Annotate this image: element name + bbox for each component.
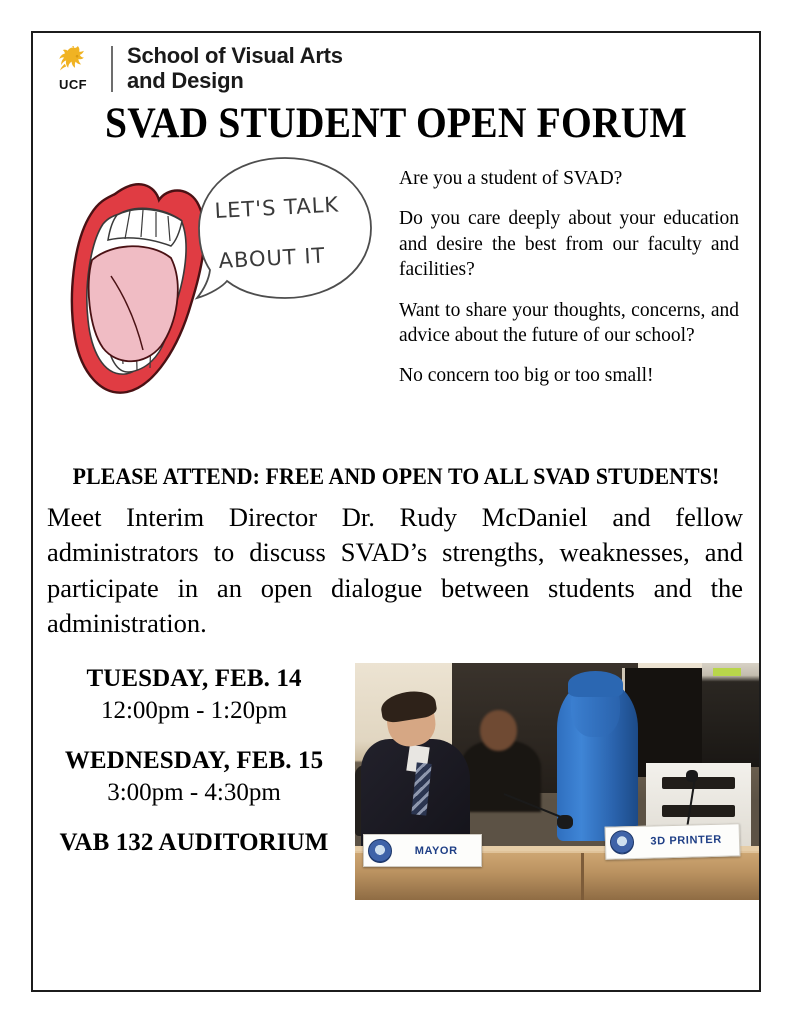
brand-header: [33, 33, 759, 95]
photo-nameplate-mayor: [363, 834, 482, 867]
bottom-section: [33, 663, 759, 900]
speech-bubble-icon: [185, 146, 385, 336]
photo-bust-hair: [568, 671, 623, 697]
photo-equipment-slot-1: [662, 777, 735, 789]
schedule-block: [33, 663, 355, 857]
session-1-day: TUESDAY, FEB. 14: [86, 665, 302, 693]
hero-section: [33, 152, 759, 452]
photo-microphone-head-2: [686, 770, 698, 782]
body-paragraph: Meet Interim Director Dr. Rudy McDaniel and fellow administrators to discuss SVAD’s strengths, weaknesses, and participate in an open dialogue between students and the administration.: [47, 502, 743, 638]
session-2-day: WEDNESDAY, FEB. 15: [64, 747, 324, 775]
intro-copy: [393, 152, 759, 452]
photo-background-person-body: [460, 741, 541, 812]
city-seal-icon: [368, 839, 392, 863]
panel-photograph: [355, 663, 759, 900]
intro-paragraph-4: No concern too big or too small!: [399, 365, 654, 387]
photo-equipment-slot-2: [662, 805, 735, 817]
logo-divider: [111, 46, 113, 92]
photo-background-person-head: [480, 710, 516, 750]
nameplate-mayor-label: MAYOR: [414, 844, 458, 857]
intro-paragraph-3: Want to share your thoughts, concerns, and advice about the future of our school?: [399, 299, 739, 346]
poster-page: [31, 31, 761, 992]
bubble-line-1: LET'S TALK: [214, 192, 340, 224]
photo-printer-indicator: [713, 668, 741, 676]
location-label: VAB 132 AUDITORIUM: [59, 829, 329, 857]
school-name-line2: and Design: [127, 68, 244, 93]
session-1-time: 12:00pm - 1:20pm: [100, 697, 288, 725]
school-name: [127, 44, 343, 93]
illustration-area: [33, 152, 393, 452]
photo-microphone-head-1: [557, 815, 573, 829]
session-2-time: 3:00pm - 4:30pm: [107, 779, 281, 807]
school-name-line1: School of Visual Arts: [127, 43, 343, 69]
attend-banner: PLEASE ATTEND: FREE AND OPEN TO ALL SVAD STUDENTS!: [72, 464, 720, 490]
city-seal-icon: [610, 830, 635, 855]
photo-3d-printer-unit: [702, 663, 759, 767]
ucf-logo: [47, 46, 99, 92]
bubble-line-2: ABOUT IT: [218, 243, 326, 274]
photo-desk-seam: [581, 853, 584, 900]
page-title: SVAD STUDENT OPEN FORUM: [105, 100, 687, 147]
intro-paragraph-2: Do you care deeply about your education and desire the best from our faculty and facilities?: [399, 208, 739, 281]
intro-paragraph-1: Are you a student of SVAD?: [399, 168, 623, 190]
photo-nameplate-3d-printer: [605, 823, 741, 859]
ucf-acronym: UCF: [59, 77, 87, 92]
ucf-pegasus-icon: [52, 46, 94, 76]
nameplate-printer-label: 3D PRINTER: [650, 833, 723, 848]
